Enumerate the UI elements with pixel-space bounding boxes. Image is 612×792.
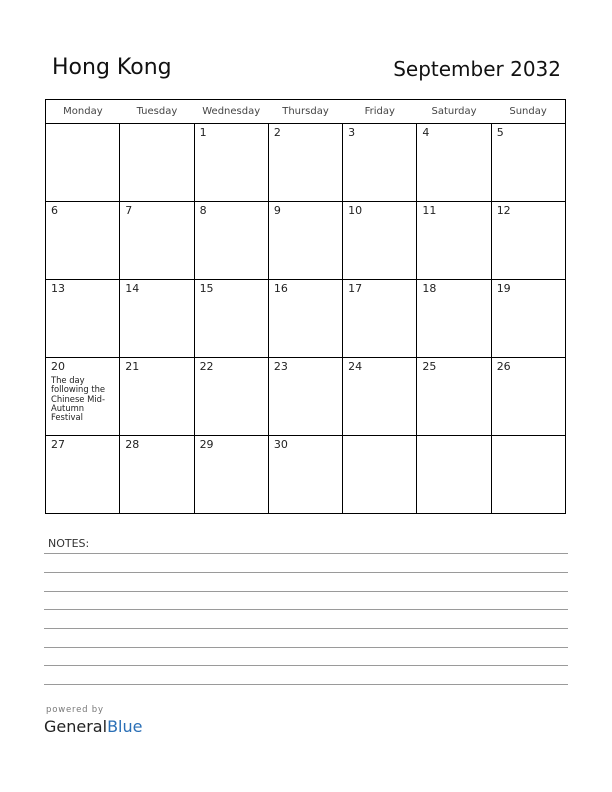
week-row	[46, 124, 566, 202]
day-cell	[194, 280, 268, 358]
day-number: 22	[199, 360, 214, 373]
notes-line[interactable]	[44, 609, 568, 610]
notes-line[interactable]	[44, 572, 568, 573]
day-number: 21	[125, 360, 140, 373]
day-number: 28	[125, 438, 140, 451]
day-number: 14	[125, 282, 140, 295]
day-cell	[491, 124, 565, 202]
brand-general: General	[44, 717, 108, 736]
day-number: 11	[422, 204, 437, 217]
day-cell	[194, 124, 268, 202]
day-cell	[417, 280, 491, 358]
day-number: 29	[199, 438, 214, 451]
day-number: 7	[125, 204, 133, 217]
day-number: 17	[348, 282, 363, 295]
day-cell	[268, 280, 342, 358]
weekday-header: Friday	[343, 100, 417, 124]
month-title: September 2032	[393, 57, 561, 81]
day-number: 2	[273, 126, 281, 139]
day-cell	[120, 358, 194, 436]
day-number: 24	[348, 360, 363, 373]
holiday-label: The day following the Chinese Mid-Autumn Festival	[51, 375, 106, 423]
weekday-header: Saturday	[417, 100, 491, 124]
day-cell	[491, 280, 565, 358]
week-row	[46, 202, 566, 280]
notes-label: NOTES:	[48, 537, 90, 550]
day-cell	[46, 124, 120, 202]
day-cell	[120, 280, 194, 358]
day-cell	[194, 436, 268, 514]
day-number: 27	[51, 438, 65, 451]
day-cell	[343, 280, 417, 358]
day-cell	[417, 202, 491, 280]
day-cell	[120, 436, 194, 514]
day-cell	[268, 202, 342, 280]
day-number: 10	[348, 204, 363, 217]
weekday-header: Tuesday	[120, 100, 194, 124]
day-cell	[46, 358, 120, 436]
day-cell	[491, 358, 565, 436]
day-cell	[417, 124, 491, 202]
day-number: 12	[496, 204, 511, 217]
day-cell	[46, 280, 120, 358]
day-number	[343, 436, 416, 439]
day-number: 26	[496, 360, 511, 373]
day-number: 5	[496, 126, 504, 139]
day-cell	[194, 202, 268, 280]
day-cell	[491, 436, 565, 514]
day-number: 8	[199, 204, 207, 217]
day-cell	[343, 358, 417, 436]
notes-line[interactable]	[44, 647, 568, 648]
week-row	[46, 436, 566, 514]
day-cell	[343, 202, 417, 280]
day-number	[492, 436, 565, 439]
day-cell	[491, 202, 565, 280]
day-number: 1	[199, 126, 207, 139]
day-number	[417, 436, 490, 439]
day-cell	[268, 436, 342, 514]
day-number: 15	[199, 282, 214, 295]
brand-blue: Blue	[107, 717, 143, 736]
day-number: 25	[422, 360, 437, 373]
day-number: 6	[51, 204, 58, 217]
day-number: 9	[273, 204, 281, 217]
day-cell	[46, 436, 120, 514]
notes-line[interactable]	[44, 684, 568, 685]
day-number: 3	[348, 126, 356, 139]
day-cell	[268, 124, 342, 202]
powered-by-text: powered by	[46, 705, 104, 715]
day-number: 19	[496, 282, 511, 295]
country-title: Hong Kong	[52, 55, 172, 80]
weekday-header: Sunday	[491, 100, 565, 124]
calendar-grid	[45, 99, 566, 514]
day-number	[120, 124, 193, 127]
weekday-header: Thursday	[268, 100, 342, 124]
day-number: 13	[51, 282, 65, 295]
notes-line[interactable]	[44, 591, 568, 592]
day-cell	[417, 436, 491, 514]
day-number: 4	[422, 126, 430, 139]
notes-line[interactable]	[44, 628, 568, 629]
day-number: 23	[273, 360, 288, 373]
weekday-header: Wednesday	[194, 100, 268, 124]
week-row	[46, 358, 566, 436]
day-cell	[268, 358, 342, 436]
weekday-header: Monday	[46, 100, 120, 124]
weekday-header-row	[46, 100, 566, 124]
day-cell	[417, 358, 491, 436]
notes-line[interactable]	[44, 665, 568, 666]
brand-logo[interactable]	[44, 717, 142, 736]
day-cell	[194, 358, 268, 436]
day-number: 30	[273, 438, 288, 451]
day-cell	[46, 202, 120, 280]
week-row	[46, 280, 566, 358]
notes-line[interactable]	[44, 553, 568, 554]
day-cell	[343, 436, 417, 514]
day-number: 18	[422, 282, 437, 295]
day-number	[46, 124, 119, 127]
day-number: 20	[51, 360, 65, 373]
day-cell	[120, 202, 194, 280]
day-cell	[343, 124, 417, 202]
day-cell	[120, 124, 194, 202]
day-number: 16	[273, 282, 288, 295]
